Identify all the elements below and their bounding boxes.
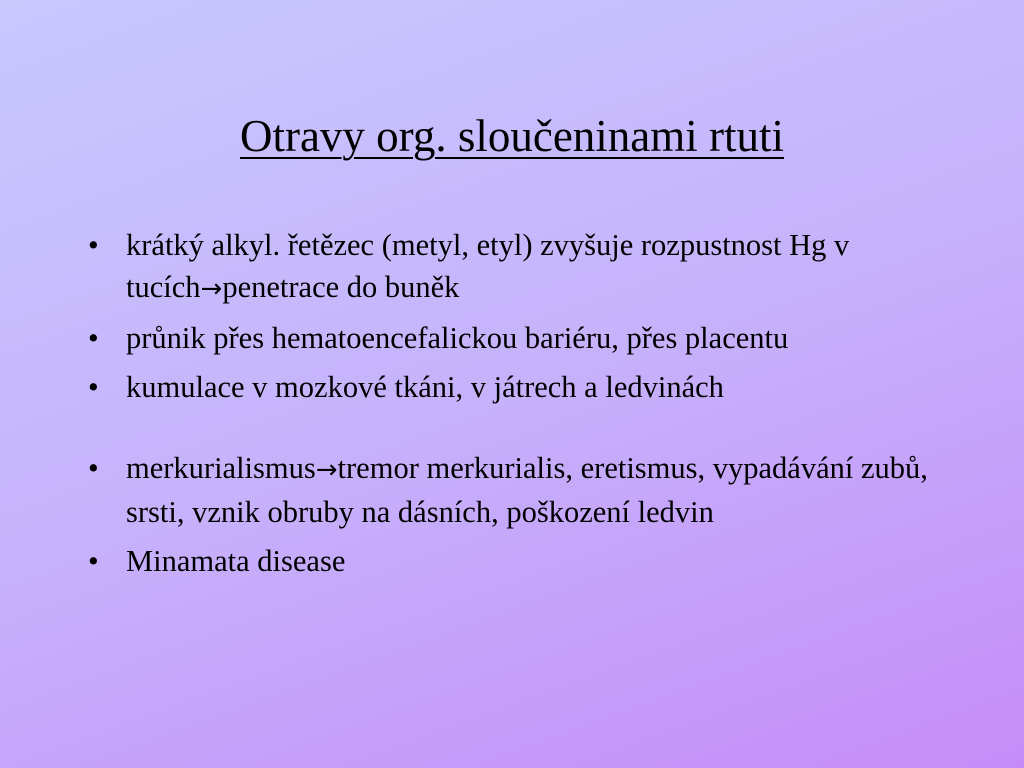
bullet-marker: • bbox=[88, 451, 99, 485]
bullet-text: krátký alkyl. řetězec (metyl, etyl) zvyšuje rozpustnost Hg v tucích bbox=[126, 228, 850, 304]
bullet-marker: • bbox=[88, 370, 99, 404]
bullet-item-2 bbox=[86, 317, 946, 359]
bullet-text: tremor merkurialis, eretismus, vypadávání zubů, srsti, vznik obruby na dásních, poškození ledvin bbox=[126, 451, 928, 529]
bullet-text: průnik přes hematoencefalickou bariéru, přes placentu bbox=[126, 321, 789, 355]
bullet-marker: • bbox=[88, 544, 99, 578]
bullet-item-3 bbox=[86, 366, 946, 408]
bullet-item-1 bbox=[86, 224, 946, 310]
bullet-list bbox=[86, 224, 946, 589]
bullet-text: Minamata disease bbox=[126, 544, 346, 578]
bullet-text: penetrace do buněk bbox=[222, 270, 460, 304]
bullet-item-4 bbox=[86, 447, 946, 533]
right-arrow-icon: → bbox=[200, 274, 223, 304]
bullet-marker: • bbox=[88, 321, 99, 355]
bullet-text: merkurialismus bbox=[126, 451, 316, 485]
right-arrow-icon: → bbox=[315, 455, 338, 485]
bullet-text: kumulace v mozkové tkáni, v játrech a ledvinách bbox=[126, 370, 724, 404]
slide-title: Otravy org. sloučeninami rtuti bbox=[239, 111, 785, 161]
bullet-item-5 bbox=[86, 540, 946, 582]
bullet-marker: • bbox=[88, 228, 99, 262]
